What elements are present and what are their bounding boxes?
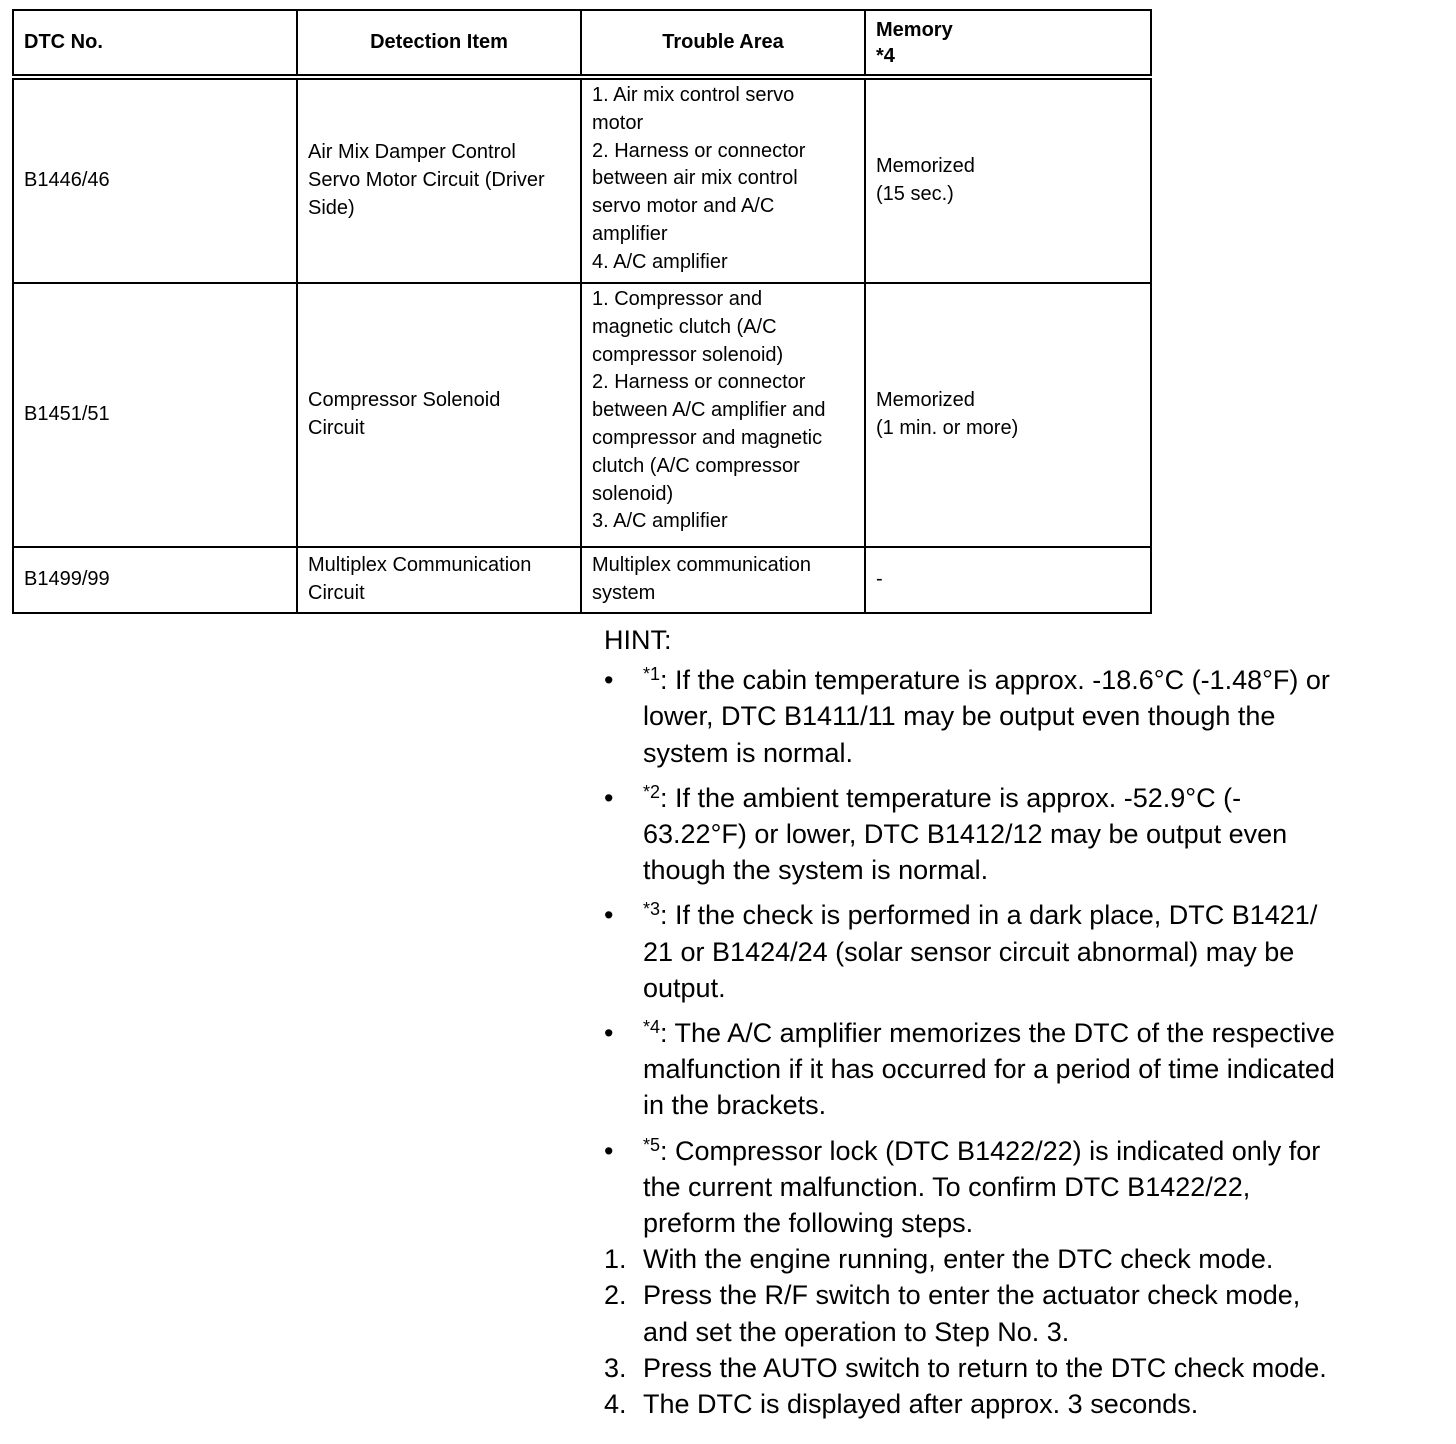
cell-line: Multiplex communication bbox=[592, 554, 811, 577]
bullet-line: though the system is normal. bbox=[643, 855, 989, 886]
cell-line: Circuit bbox=[308, 582, 365, 604]
header-memory-line: Memory bbox=[876, 18, 953, 41]
cell-line: solenoid) bbox=[592, 482, 674, 505]
bullet-line: system is normal. bbox=[643, 737, 854, 768]
detection-item-cell bbox=[297, 283, 581, 547]
hint-step bbox=[604, 1241, 1444, 1277]
step-line: With the engine running, enter the DTC check mode. bbox=[643, 1244, 1274, 1275]
step-line: The DTC is displayed after approx. 3 seconds. bbox=[643, 1389, 1199, 1420]
memory-cell bbox=[865, 547, 1151, 613]
detection-item-cell bbox=[297, 547, 581, 613]
step-number: 2. bbox=[604, 1280, 627, 1311]
footnote-mark: *3 bbox=[643, 899, 661, 920]
hint-bullet bbox=[604, 1015, 1444, 1124]
cell-line: Compressor Solenoid bbox=[308, 389, 501, 412]
bullet-dot: • bbox=[604, 782, 614, 813]
hint-bullet bbox=[604, 662, 1444, 771]
table-row bbox=[13, 77, 1151, 283]
bullet-text: : If the ambient temperature is approx. -52.9°C (- bbox=[660, 782, 1242, 813]
hint-bullet bbox=[604, 780, 1444, 889]
cell-line: motor bbox=[592, 111, 644, 134]
footnote-mark: *1 bbox=[643, 664, 661, 685]
footnote-mark: *4 bbox=[643, 1017, 661, 1038]
cell-line: system bbox=[592, 582, 656, 604]
bullet-line bbox=[643, 1133, 1444, 1169]
bullet-line bbox=[643, 1015, 1444, 1051]
cell-line: 2. Harness or connector bbox=[592, 371, 806, 394]
cell-line: 1. Air mix control servo bbox=[592, 84, 795, 106]
bullet-line: malfunction if it has occurred for a period of time indicated bbox=[643, 1054, 1335, 1085]
cell-line: between A/C amplifier and bbox=[592, 399, 826, 422]
cell-line: Circuit bbox=[308, 417, 365, 439]
bullet-dot: • bbox=[604, 665, 614, 696]
memory-cell bbox=[865, 283, 1151, 547]
bullet-line bbox=[643, 780, 1444, 816]
hint-section bbox=[604, 622, 1444, 1422]
cell-line: 1. Compressor and bbox=[592, 288, 763, 310]
cell-line: between air mix control bbox=[592, 167, 798, 190]
bullet-text: : Compressor lock (DTC B1422/22) is indicated only for bbox=[660, 1135, 1321, 1166]
dtc-code-cell: B1446/46 bbox=[13, 77, 297, 283]
cell-line: compressor solenoid) bbox=[592, 343, 784, 366]
bullet-dot: • bbox=[604, 900, 614, 931]
step-number: 3. bbox=[604, 1352, 627, 1383]
step-line: and set the operation to Step No. 3. bbox=[643, 1316, 1070, 1347]
step-line: Press the R/F switch to enter the actuator check mode, bbox=[643, 1280, 1301, 1311]
hint-bullet bbox=[604, 1133, 1444, 1242]
bullet-line: preform the following steps. bbox=[643, 1208, 974, 1239]
hint-step bbox=[604, 1350, 1444, 1386]
bullet-text: : The A/C amplifier memorizes the DTC of the respective bbox=[660, 1018, 1335, 1049]
table-header-row bbox=[13, 10, 1151, 77]
cell-line: Air Mix Damper Control bbox=[308, 141, 516, 164]
dtc-code-cell: B1451/51 bbox=[13, 283, 297, 547]
hint-bullet bbox=[604, 897, 1444, 1006]
hint-step bbox=[604, 1386, 1444, 1422]
cell-line: magnetic clutch (A/C bbox=[592, 315, 777, 338]
trouble-area-cell bbox=[581, 283, 865, 547]
step-number: 4. bbox=[604, 1389, 627, 1420]
cell-line: (15 sec.) bbox=[876, 183, 954, 205]
cell-line: Side) bbox=[308, 196, 355, 219]
detection-item-cell bbox=[297, 77, 581, 283]
trouble-area-cell bbox=[581, 77, 865, 283]
bullet-text: : If the check is performed in a dark place, DTC B1421/ bbox=[660, 900, 1318, 931]
cell-line: - bbox=[876, 568, 883, 591]
cell-line: Servo Motor Circuit (Driver bbox=[308, 169, 545, 192]
header-dtc-no: DTC No. bbox=[13, 10, 297, 77]
bullet-line: the current malfunction. To confirm DTC B1422/22, bbox=[643, 1171, 1251, 1202]
cell-line: 2. Harness or connector bbox=[592, 139, 806, 162]
dtc-table bbox=[12, 9, 1152, 614]
footnote-mark: *2 bbox=[643, 781, 661, 802]
hint-title: HINT: bbox=[604, 625, 672, 655]
table-row bbox=[13, 547, 1151, 613]
cell-line: Multiplex Communication bbox=[308, 554, 532, 577]
bullet-dot: • bbox=[604, 1018, 614, 1049]
bullet-line: 63.22°F) or lower, DTC B1412/12 may be output even bbox=[643, 819, 1288, 850]
cell-line: 3. A/C amplifier bbox=[592, 510, 728, 533]
cell-line: compressor and magnetic bbox=[592, 426, 823, 449]
header-trouble-area: Trouble Area bbox=[581, 10, 865, 77]
hint-step bbox=[604, 1277, 1444, 1349]
cell-line: 4. A/C amplifier bbox=[592, 250, 728, 273]
cell-line: Memorized bbox=[876, 155, 975, 178]
cell-line: amplifier bbox=[592, 222, 668, 245]
bullet-text: : If the cabin temperature is approx. -18.6°C (-1.48°F) or bbox=[660, 665, 1330, 696]
memory-cell bbox=[865, 77, 1151, 283]
bullet-dot: • bbox=[604, 1135, 614, 1166]
cell-line: (1 min. or more) bbox=[876, 417, 1019, 439]
bullet-line bbox=[643, 662, 1444, 698]
step-number: 1. bbox=[604, 1244, 627, 1275]
header-memory-note: *4 bbox=[876, 44, 895, 67]
bullet-line: output. bbox=[643, 972, 726, 1003]
bullet-line bbox=[643, 897, 1444, 933]
cell-line: Memorized bbox=[876, 389, 975, 412]
header-detection-item: Detection Item bbox=[297, 10, 581, 77]
table-row bbox=[13, 283, 1151, 547]
cell-line: servo motor and A/C bbox=[592, 195, 775, 218]
bullet-line: lower, DTC B1411/11 may be output even though the bbox=[643, 701, 1276, 732]
header-memory bbox=[865, 10, 1151, 77]
footnote-mark: *5 bbox=[643, 1134, 661, 1155]
step-line: Press the AUTO switch to return to the DTC check mode. bbox=[643, 1352, 1327, 1383]
bullet-line: 21 or B1424/24 (solar sensor circuit abnormal) may be bbox=[643, 936, 1295, 967]
cell-line: clutch (A/C compressor bbox=[592, 454, 800, 477]
bullet-line: in the brackets. bbox=[643, 1090, 827, 1121]
dtc-code-cell: B1499/99 bbox=[13, 547, 297, 613]
trouble-area-cell bbox=[581, 547, 865, 613]
